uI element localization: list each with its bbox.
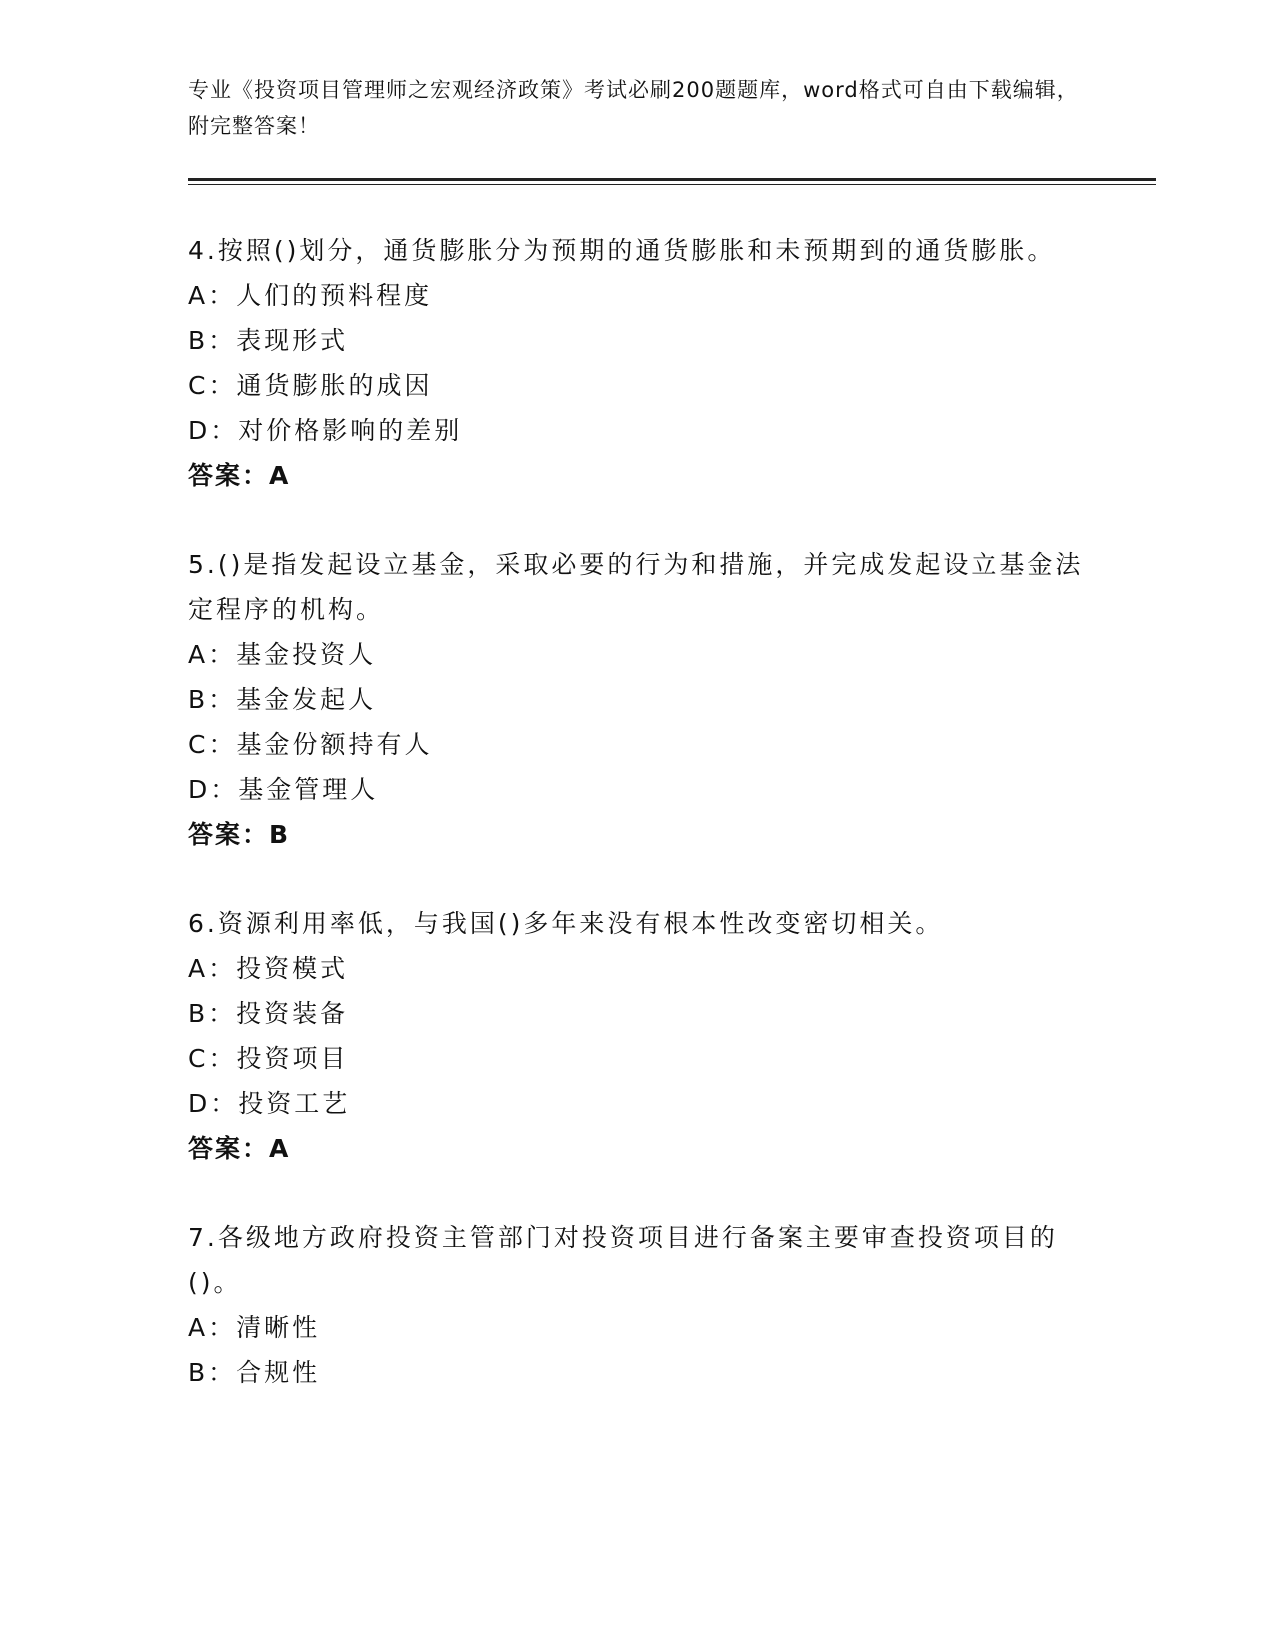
option-a: A：投资模式 xyxy=(188,954,349,983)
question-7 xyxy=(188,1215,1088,1395)
option-b: B：投资装备 xyxy=(188,999,349,1028)
option-d: D：对价格影响的差别 xyxy=(188,416,463,445)
option-a: A：基金投资人 xyxy=(188,640,377,669)
option-c: C：投资项目 xyxy=(188,1044,349,1073)
question-list xyxy=(188,228,1088,1439)
option-b: B：合规性 xyxy=(188,1358,321,1387)
option-d: D：基金管理人 xyxy=(188,775,379,804)
question-stem: 4.按照()划分，通货膨胀分为预期的通货膨胀和未预期到的通货膨胀。 xyxy=(188,236,1056,265)
answer: 答案：A xyxy=(188,1134,291,1163)
question-6 xyxy=(188,901,1088,1171)
option-b: B：表现形式 xyxy=(188,326,349,355)
option-b: B：基金发起人 xyxy=(188,685,377,714)
header-divider xyxy=(188,178,1156,185)
option-d: D：投资工艺 xyxy=(188,1089,351,1118)
option-a: A：清晰性 xyxy=(188,1313,321,1342)
question-4 xyxy=(188,228,1088,498)
answer: 答案：B xyxy=(188,820,291,849)
option-a: A：人们的预料程度 xyxy=(188,281,433,310)
question-stem: 5.()是指发起设立基金，采取必要的行为和措施，并完成发起设立基金法定程序的机构。 xyxy=(188,550,1084,624)
question-stem: 7.各级地方政府投资主管部门对投资项目进行备案主要审查投资项目的()。 xyxy=(188,1223,1058,1297)
option-c: C：通货膨胀的成因 xyxy=(188,371,433,400)
question-5 xyxy=(188,542,1088,857)
option-c: C：基金份额持有人 xyxy=(188,730,433,759)
question-stem: 6.资源利用率低，与我国()多年来没有根本性改变密切相关。 xyxy=(188,909,944,938)
answer: 答案：A xyxy=(188,461,291,490)
document-header: 专业《投资项目管理师之宏观经济政策》考试必刷200题题库，word格式可自由下载编辑，附完整答案！ xyxy=(188,78,1079,138)
